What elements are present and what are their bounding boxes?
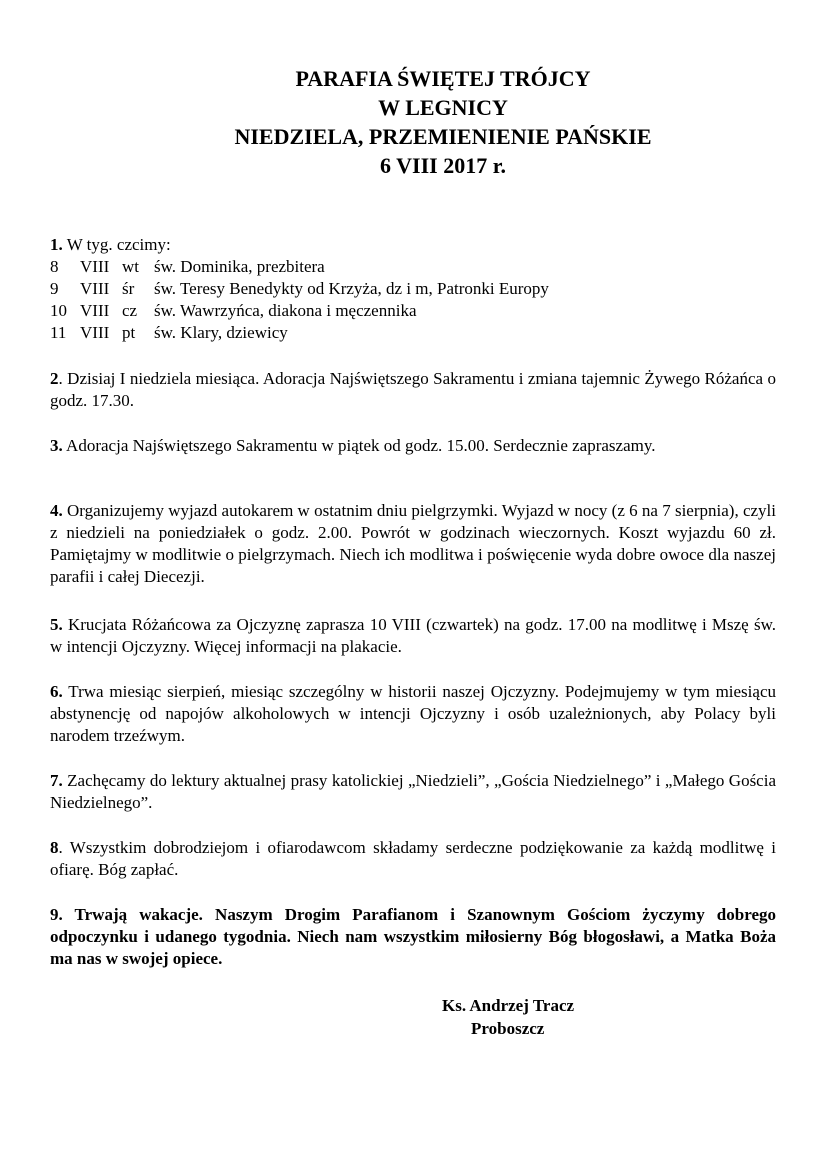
item-text: Organizujemy wyjazd autokarem w ostatnim dniu pielgrzymki. Wyjazd w nocy (z 6 na 7 sierpnia), czyli z niedzieli na poniedziałek o godz. 2.00. Powrót w godzinach wieczornych. Koszt wyjazdu 60 zł. Pamiętajmy w modlitwie o pielgrzymach. Niech ich modlitwa i poświęcenie wyda dobre owoce dla naszej parafii i całej Diecezji. xyxy=(50,501,776,586)
celebration-row xyxy=(50,322,776,344)
celebration-month: VIII xyxy=(80,323,110,342)
item-number: 4. xyxy=(50,501,63,520)
announcement-4 xyxy=(50,500,776,588)
item-text: . Wszystkim dobrodziejom i ofiarodawcom składamy serdeczne podziękowanie za każdą modlitwę i ofiarę. Bóg zapłać. xyxy=(50,838,776,879)
celebration-saint: św. Wawrzyńca, diakona i męczennika xyxy=(154,301,417,320)
header-city: W LEGNICY xyxy=(378,95,508,120)
celebration-saint: św. Klary, dziewicy xyxy=(154,323,288,342)
document-header xyxy=(0,64,826,180)
item-text: . Dzisiaj I niedziela miesiąca. Adoracja Najświętszego Sakramentu i zmiana tajemnic Żywego Różańca o godz. 17.30. xyxy=(50,369,776,410)
announcement-2 xyxy=(50,368,776,412)
celebration-weekday: cz xyxy=(122,301,138,320)
announcement-9: 9. Trwają wakacje. Naszym Drogim Parafianom i Szanownym Gościom życzymy dobrego odpoczynku i udanego tygodnia. Niech nam wszystkim miłosierny Bóg błogosławi, a Matka Boża ma nas w swojej opiece. xyxy=(50,905,776,968)
celebration-day: 9 xyxy=(50,279,59,298)
item-number: 6. xyxy=(50,682,63,701)
item-number: 8 xyxy=(50,838,59,857)
celebration-weekday: wt xyxy=(122,257,139,276)
header-parish-name: PARAFIA ŚWIĘTEJ TRÓJCY xyxy=(295,66,591,91)
celebration-row xyxy=(50,256,776,278)
announcement-5 xyxy=(50,614,776,658)
item-number: 7. xyxy=(50,771,63,790)
announcement-1 xyxy=(50,234,776,344)
celebration-day: 11 xyxy=(50,323,67,342)
celebration-month: VIII xyxy=(80,257,110,276)
celebration-saint: św. Teresy Benedykty od Krzyża, dz i m, Patronki Europy xyxy=(154,279,549,298)
item-text: W tyg. czcimy: xyxy=(62,235,171,254)
celebration-weekday: śr xyxy=(122,279,135,298)
celebration-day: 8 xyxy=(50,257,59,276)
item-text: Trwa miesiąc sierpień, miesiąc szczególny w historii naszej Ojczyzny. Podejmujemy w tym miesiącu abstynencję od napojów alkoholowych w intencji Ojczyzny i osób uzależnionych, aby Polacy byli narodem trzeźwym. xyxy=(50,682,776,745)
announcement-8 xyxy=(50,837,776,881)
celebration-row xyxy=(50,300,776,322)
celebration-saint: św. Dominika, prezbitera xyxy=(154,257,325,276)
celebration-day: 10 xyxy=(50,301,67,320)
signature-title: Proboszcz xyxy=(471,1019,545,1038)
announcement-6 xyxy=(50,681,776,747)
item-number: 2 xyxy=(50,369,59,388)
item-number: 5. xyxy=(50,615,63,634)
celebration-row xyxy=(50,278,776,300)
signature-name: Ks. Andrzej Tracz xyxy=(442,996,575,1015)
header-feast: NIEDZIELA, PRZEMIENIENIE PAŃSKIE xyxy=(234,124,652,149)
item-number: 1. xyxy=(50,235,63,254)
item-text: Krucjata Różańcowa za Ojczyznę zaprasza 10 VIII (czwartek) na godz. 17.00 na modlitwę i Mszę św. w intencji Ojczyzny. Więcej informacji na plakacie. xyxy=(50,615,776,656)
item-text: Adoracja Najświętszego Sakramentu w piątek od godz. 15.00. Serdecznie zapraszamy. xyxy=(62,436,656,455)
celebration-month: VIII xyxy=(80,301,110,320)
item-text: Zachęcamy do lektury aktualnej prasy katolickiej „Niedzieli”, „Gościa Niedzielnego” i „Małego Gościa Niedzielnego”. xyxy=(50,771,776,812)
item-number: 3. xyxy=(50,436,63,455)
header-date: 6 VIII 2017 r. xyxy=(380,153,506,178)
celebration-month: VIII xyxy=(80,279,110,298)
announcement-3 xyxy=(50,435,776,457)
celebration-weekday: pt xyxy=(122,323,136,342)
announcement-7 xyxy=(50,770,776,814)
signature-block xyxy=(442,994,574,1040)
